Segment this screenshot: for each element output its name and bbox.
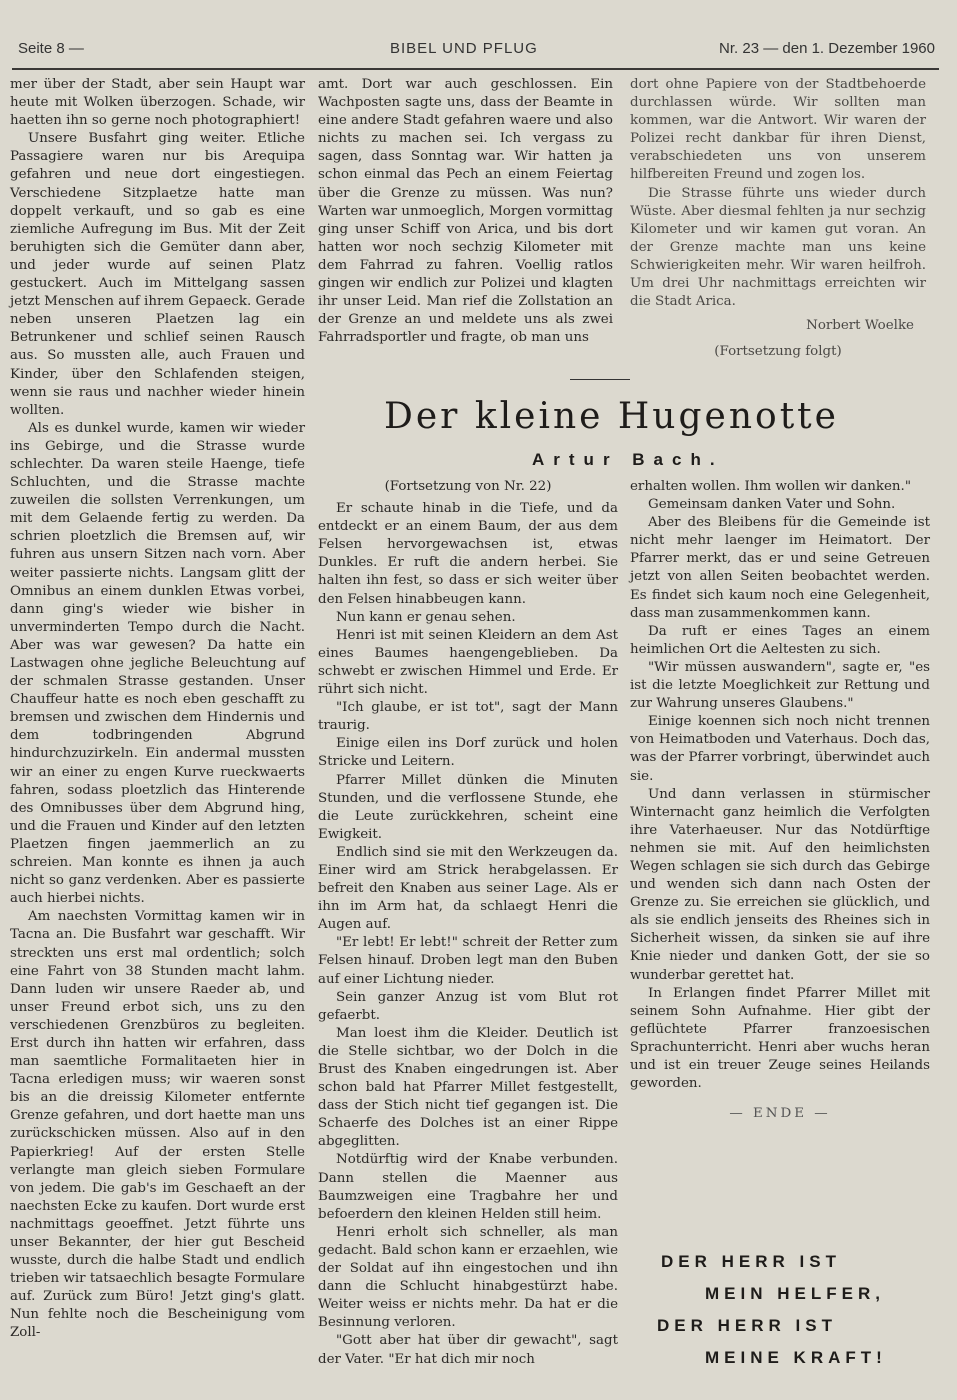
paragraph: "Ich glaube, er ist tot", sagt der Mann traurig.	[318, 700, 618, 734]
continued-note: (Fortsetzung folgt)	[714, 344, 842, 360]
travel-column-2	[318, 76, 613, 347]
paragraph: Notdürftig wird der Knabe verbunden. Dann stellen die Maenner aus Baumzweigen eine Tragbahre her und befoerdern den kleinen Helden still heim.	[318, 1152, 618, 1222]
paragraph: Die Strasse führte uns wieder durch Wüste. Aber diesmal fehlten ja nur sechzig Kilometer und wir kamen gut voran. An der Grenze machte man uns keine Schwierigkeiten mehr. Wir waren heilfroh. Um drei Uhr nachmittags erreichten wir die Stadt Arica.	[630, 185, 926, 310]
paragraph: Unsere Busfahrt ging weiter. Etliche Passagiere waren nur bis Arequipa gefahren und neue dort eingestiegen. Verschiedene Sitzplaetze hatte man doppelt verkauft, und so gab es eine ziemliche Aufregung im Bus. Mit der Zeit beruhigten sich die Gemüter dann aber, und jeder wurde auf seinen Platz gestuckert. Auch im Mittelgang sassen jetzt Menschen auf ihrem Gepaeck. Gerade neben unseren Plaetzen lag ein Betrunkener und schlief seinen Rausch aus. So mussten alle, auch Frauen und Kinder, über den Schlafenden steigen, wenn sie raus und nachher wieder hinein wollten.	[10, 131, 305, 418]
motto-line: DER HERR IST	[657, 1316, 837, 1335]
motto-line: MEIN HELFER,	[705, 1284, 885, 1303]
paragraph: Sein ganzer Anzug ist vom Blut rot gefaerbt.	[318, 989, 618, 1023]
paragraph: "Er lebt! Er lebt!" schreit der Retter zum Felsen hinauf. Droben legt man den Buben auf einer Lichtung nieder.	[318, 935, 618, 987]
header-rule	[12, 68, 939, 70]
motto-line: MEINE KRAFT!	[705, 1348, 887, 1367]
paragraph: Er schaute hinab in die Tiefe, und da entdeckt er an einem Baum, der aus dem Felsen hervorgewachsen ist, etwas Dunkles. Er ruft die andern herbei. Sie halten ihn fest, so dass er sich weiter über den Felsen hinabbeugen kann.	[318, 501, 618, 607]
story-end: — ENDE —	[729, 1106, 831, 1122]
paragraph: amt. Dort war auch geschlossen. Ein Wachposten sagte uns, dass der Beamte in eine andere Stadt gefahren waere und also nichts zu machen sei. Ich vergass zu sagen, dass Sonntag war. Wir hatten ja schon einmal das Pech an einem Feiertag über die Grenze zu müssen. Was nun? Warten war unmoeglich, Morgen vormittag ging unser Schiff von Arica, und bis dort hatten wor noch sechzig Kilometer mit dem Fahrrad zu fahren. Voellig ratlos gingen wir endlich zur Polizei und klagten ihr unser Leid. Man rief die Zollstation an der Grenze an und meldete uns als zwei Fahrradsportler und fragte, ob man uns	[318, 77, 613, 346]
paragraph: Endlich sind sie mit den Werkzeugen da. Einer wird am Strick herabgelassen. Er befreit den Knaben aus seiner Lage. Als er ihn im Arm hat, da schlaegt Henri die Augen auf.	[318, 844, 618, 933]
travel-column-3	[630, 76, 926, 361]
paragraph: Als es dunkel wurde, kamen wir wieder ins Gebirge, und die Strasse wurde schlechter. Da waren steile Haenge, tiefe Schluchten, und die Strasse machte zuweilen die sollsten Verrenkungen, um mit dem Gelaende fertig zu werden. Da schrien ploetzlich die Bremsen auf, wir fuhren aus unsern Sitzen nach vorn. Aber weiter passierte nichts. Langsam glitt der Omnibus an einem dunklen Etwas vorbei, dann ging's wieder wie bisher in unverminderten Tempo durch die Nacht. Aber was war gewesen? Da hatte ein Lastwagen ohne jegliche Beleuchtung auf der schmalen Strasse gestanden. Unser Chauffeur hatte es noch eben geschafft zu bremsen und zwischen dem Hindernis und dem todbringenden Abgrund hindurchzuzirkeln. Ein andermal mussten wir an einer zu engen Kurve rueckwaerts fahren, sodass ploetzlich das Hinterende des Omnibusses über dem Abgrund hing, und die Frauen und Kinder auf den letzten Plaetzen fingen jaemmerlich an zu schreien. Man konnte es ihnen ja auch nicht so ganz verdenken. Aber es passierte auch hierbei nichts.	[10, 420, 305, 907]
paragraph: Henri erholt sich schneller, als man gedacht. Bald schon kann er erzaehlen, wie der Soldat auf ihn eingestochen und ihn dann die Schlucht hinabgestürzt habe. Weiter weiss er nichts mehr. Da hat er die Besinnung verloren.	[318, 1224, 618, 1331]
page-number: Seite 8 —	[18, 40, 84, 57]
continued-from: (Fortsetzung von Nr. 22)	[384, 479, 552, 494]
paragraph: Nun kann er genau sehen.	[336, 609, 516, 625]
paragraph: mer über der Stadt, aber sein Haupt war heute mit Wolken überzogen. Schade, wir haetten ihn so gerne noch photographiert!	[10, 77, 305, 129]
paragraph: "Gott aber hat über dir gewacht", sagt der Vater. "Er hat dich mir noch	[318, 1333, 618, 1367]
paragraph: dort ohne Papiere von der Stadtbehoerde durchlassen würde. Wir sollten man kommen, war die Antwort. Wir waren der Polizei recht dankbar für ihren Dienst, verabschiedeten uns von unserem hilfbereiten Freund und zogen los.	[630, 77, 926, 183]
paragraph: erhalten wollen. Ihm wollen wir danken."	[630, 479, 911, 494]
paragraph: "Wir müssen auswandern", sagte er, "es ist die letzte Moeglichkeit zur Rettung und zur Wahrung unseres Glaubens."	[630, 659, 930, 712]
story-column-2	[630, 478, 930, 1123]
newspaper-title: BIBEL UND PFLUG	[390, 40, 538, 57]
page-header	[18, 40, 935, 66]
story-title: Der kleine Hugenotte	[384, 396, 839, 437]
motto-line: DER HERR IST	[661, 1252, 841, 1271]
paragraph: Pfarrer Millet dünken die Minuten Stunden, und die verflossene Stunde, ehe die Leute zurückkehren, scheint eine Ewigkeit.	[318, 772, 618, 842]
issue-date: Nr. 23 — den 1. Dezember 1960	[719, 40, 935, 57]
paragraph: Aber des Bleibens für die Gemeinde ist nicht mehr laenger im Heimatort. Der Pfarrer merkt, das er und seine Getreuen jetzt von allen Seiten beobachtet werden. Es findet sich kaum noch eine Gelegenheit, dass man zusammenkommen kann.	[630, 515, 930, 621]
paragraph: Und dann verlassen in stürmischer Winternacht ganz heimlich die Verfolgten ihre Vaterhaeuser. Nur das Notdürftige nehmen sie mit. Auf den heimlichsten Wegen schlagen sie sich durch das Gebirge und wenden sich dann nach Osten der Grenze zu. Sie erreichen sie glücklich, und als sie endlich jenseits des Rheines sich in Sicherheit wissen, da sinken sie auf ihre Knie nieder und danken Gott, der sie so wunderbar gerettet hat.	[630, 786, 930, 983]
story-column-1	[318, 478, 618, 1369]
story-author: Artur Bach.	[532, 450, 724, 469]
paragraph: Am naechsten Vormittag kamen wir in Tacna an. Die Busfahrt war geschafft. Wir streckten uns erst mal ordentlich; solch eine Fahrt von 38 Stunden macht lahm. Dann luden wir unsere Raeder ab, und unser Freund erbot sich, uns zu den verschiedenen Grenzbüros zu begleiten. Erst durch ihn hatten wir erfahren, dass man saemtliche Formalitaeten hier in Tacna erledigen muss; wir waeren sonst bis an die dreissig Kilometer entfernte Grenze gefahren, und dort haette man uns zurückschicken müssen. Also auf in den Papierkrieg! Auf der ersten Stelle verlangte man gleich sieben Formulare von jedem. Die gab's im Geschaeft an der naechsten Ecke zu kaufen. Dort wurde erst nachmittags geoeffnet. Jetzt führte uns unser Bekannter, der hier gut Bescheid wusste, durch die halbe Stadt und endlich trieben wir tatsaechlich besagte Formulare auf. Zurück zum Büro! Jetzt ging's glatt. Nun fehlte noch die Bescheinigung vom Zoll-	[10, 909, 305, 1341]
paragraph: Einige koennen sich noch nicht trennen von Heimatboden und Vaterhaus. Doch das, was der Pfarrer vorbringt, überwindet auch sie.	[630, 714, 930, 784]
paragraph: Henri ist mit seinen Kleidern an dem Ast eines Baumes haengengeblieben. Da schwebt er zwischen Himmel und Erde. Er rührt sich nicht.	[318, 627, 618, 698]
travel-author: Norbert Woelke	[806, 318, 914, 334]
motto-box	[645, 1252, 935, 1380]
paragraph: In Erlangen findet Pfarrer Millet mit seinem Sohn Aufnahme. Hier gibt der geflüchtete Pfarrer franzoesischen Sprachunterricht. Henri aber wuchs heran und ist ein treuer Zeuge seines Heilands geworden.	[630, 985, 930, 1092]
paragraph: Gemeinsam danken Vater und Sohn.	[648, 497, 896, 513]
travel-column-1	[10, 76, 305, 1343]
paragraph: Einige eilen ins Dorf zurück und holen Stricke und Leitern.	[318, 736, 618, 770]
paragraph: Da ruft er eines Tages an einem heimlichen Ort die Aeltesten zu sich.	[630, 623, 930, 657]
paragraph: Man loest ihm die Kleider. Deutlich ist die Stelle sichtbar, wo der Dolch in die Brust des Knaben eingedrungen ist. Aber schon bald hat Pfarrer Millet festgestellt, dass der Stich nicht tief gegangen ist. Die Schaerfe des Dolches ist an einer Rippe abgeglitten.	[318, 1025, 618, 1150]
section-divider	[570, 379, 630, 380]
